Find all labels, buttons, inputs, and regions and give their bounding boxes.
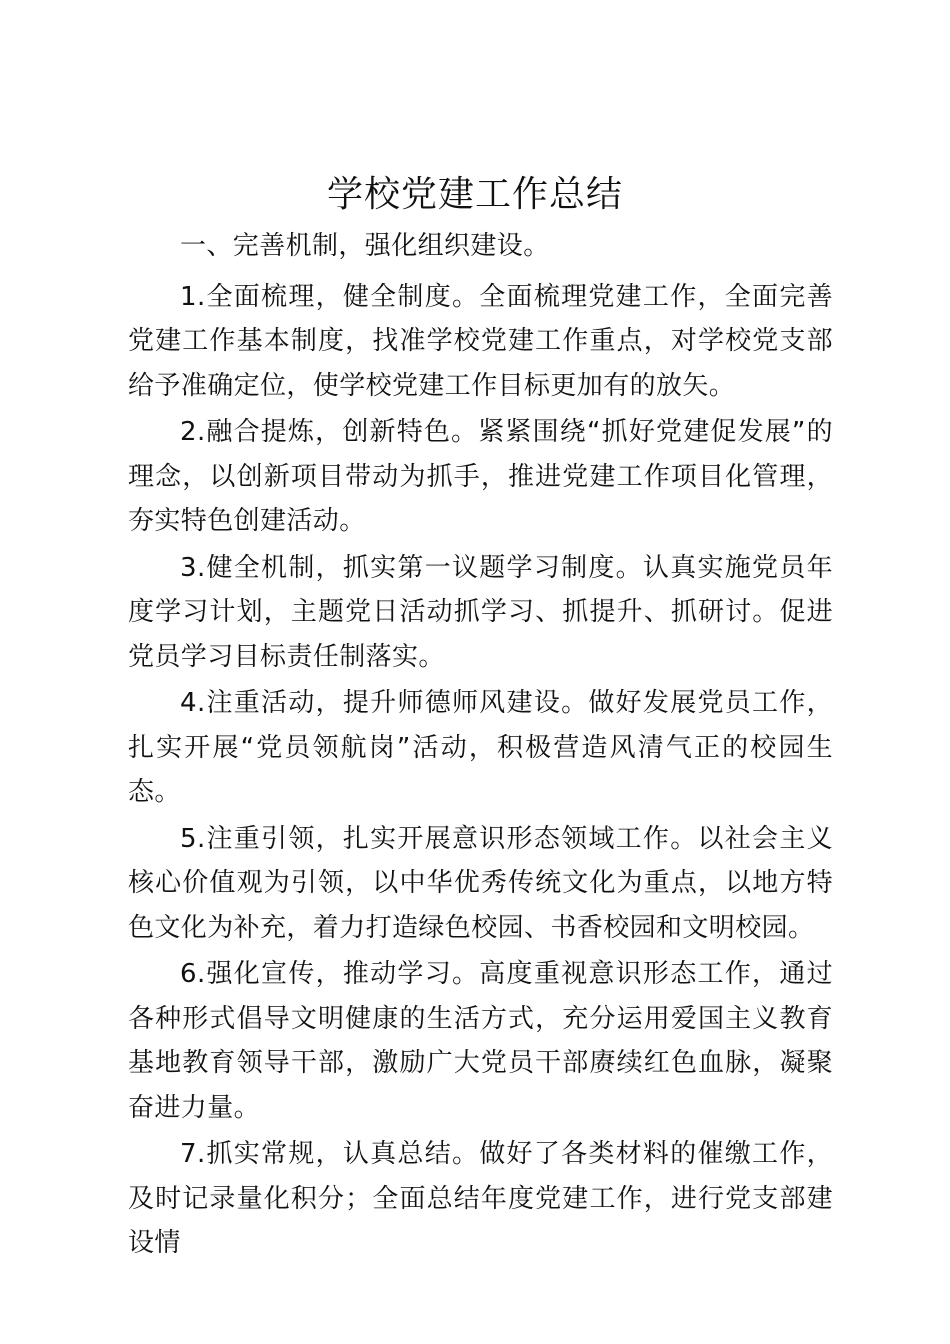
paragraph-6: 6.强化宣传，推动学习。高度重视意识形态工作，通过各种形式倡导文明健康的生活方式，充分运用爱国主义教育基地教育领导干部，激励广大党员干部赓续红色血脉，凝聚奋进力量。 xyxy=(128,959,833,1123)
paragraph-1: 1.全面梳理，健全制度。全面梳理党建工作，全面完善党建工作基本制度，找准学校党建工作重点，对学校党支部给予准确定位，使学校党建工作目标更加有的放矢。 xyxy=(128,281,833,401)
paragraph-5: 5.注重引领，扎实开展意识形态领域工作。以社会主义核心价值观为引领，以中华优秀传统文化为重点，以地方特色文化为补充，着力打造绿色校园、书香校园和文明校园。 xyxy=(128,823,833,943)
paragraph-3: 3.健全机制，抓实第一议题学习制度。认真实施党员年度学习计划，主题党日活动抓学习、抓提升、抓研讨。促进党员学习目标责任制落实。 xyxy=(128,552,833,672)
paragraph-2: 2.融合提炼，创新特色。紧紧围绕“抓好党建促发展”的理念，以创新项目带动为抓手，推进党建工作项目化管理，夯实特色创建活动。 xyxy=(128,417,833,536)
paragraph-4: 4.注重活动，提升师德师风建设。做好发展党员工作，扎实开展“党员领航岗”活动，积极营造风清气正的校园生态。 xyxy=(128,688,833,807)
document-body xyxy=(128,224,833,1268)
paragraph-7: 7.抓实常规，认真总结。做好了各类材料的催缴工作，及时记录量化积分；全面总结年度党建工作，进行党支部建设情 xyxy=(128,1139,833,1258)
section-heading: 一、完善机制，强化组织建设。 xyxy=(180,231,550,261)
document-title: 学校党建工作总结 xyxy=(326,174,623,215)
